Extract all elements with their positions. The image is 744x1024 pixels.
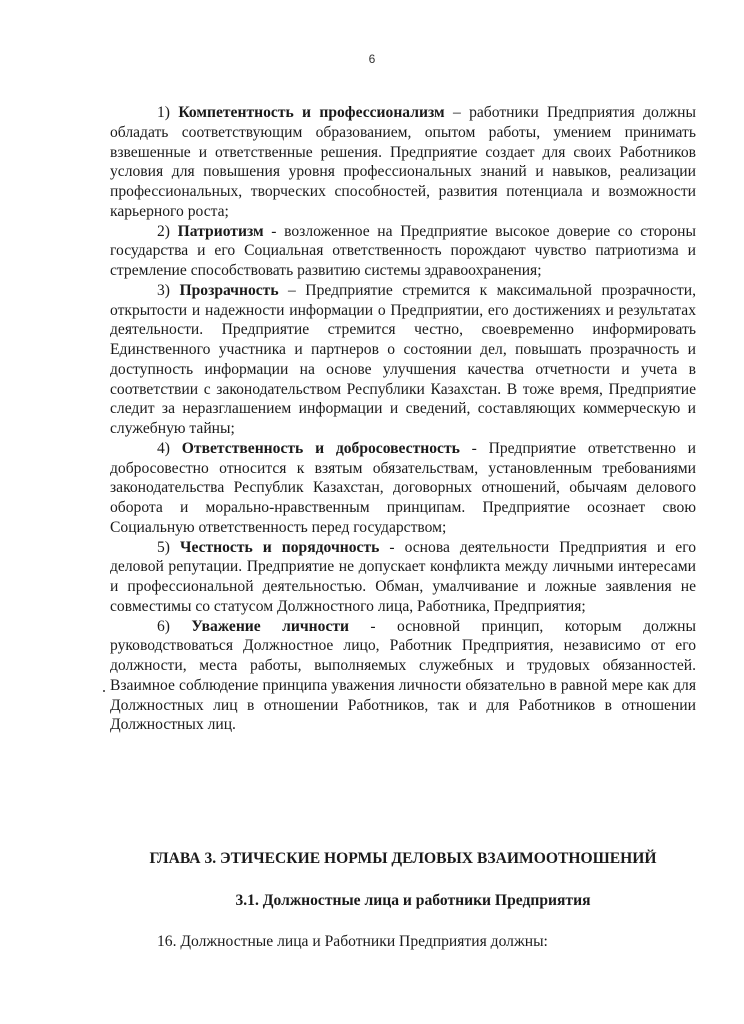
item-text: - Предприятие ответственно и добросовестно относится к взятым обязательствам, установленным требованиями законодательства Республик Казахстан, договорных отношений, обычаям делового оборота и морально-нравственным принципам. Предприятие осознает свою Социальную ответственность перед государством; [110, 439, 696, 536]
item-number: 6) [157, 617, 170, 635]
principle-item [110, 439, 696, 538]
section-title: 3.1. Должностные лица и работники Предприятия [235, 892, 591, 909]
item-term: Прозрачность [179, 281, 279, 299]
page-number: 6 [368, 52, 376, 66]
principle-item [110, 538, 696, 617]
principle-item [110, 617, 696, 736]
item-text: - возложенное на Предприятие высокое доверие со стороны государства и его Социальная ответственность порождают чувство патриотизма и стремление способствовать развитию системы здравоохранения; [110, 222, 696, 279]
item-number: 2) [157, 222, 170, 240]
item-text: - основной принцип, которым должны руководствоваться Должностное лицо, Работник Предприятия, независимо от его должности, места работы, выполняемых служебных и трудовых обязанностей. Взаимное соблюдение принципа уважения личности обязательно в равной мере как для Должностных лиц в отношении Работников, так и для Работников в отношении Должностных лиц. [110, 617, 696, 734]
chapter-title: ГЛАВА 3. ЭТИЧЕСКИЕ НОРМЫ ДЕЛОВЫХ ВЗАИМООТНОШЕНИЙ [149, 850, 657, 867]
principle-item [110, 222, 696, 281]
item-number: 5) [157, 538, 170, 556]
item-term: Компетентность и профессионализм [178, 104, 445, 121]
clause-16: 16. Должностные лица и Работники Предприятия должны: [157, 933, 548, 950]
principles-list [110, 103, 696, 735]
principle-item [110, 281, 696, 439]
scan-speck [103, 690, 105, 692]
item-number: 4) [157, 439, 170, 457]
item-text: – работники Предприятия должны обладать соответствующим образованием, опытом работы, умением принимать взвешенные и ответственные решения. Предприятие создает для своих Работников условия для повышения уровня профессиональных знаний и навыков, реализации профессиональных, творческих способностей, развития потенциала и возможности карьерного роста; [110, 104, 696, 220]
item-term: Патриотизм [177, 222, 264, 240]
item-text: - основа деятельности Предприятия и его деловой репутации. Предприятие не допускает конфликта между личными интересами и профессиональной деятельностью. Обман, умалчивание и ложные заявления не совместимы со статусом Должностного лица, Работника, Предприятия; [110, 538, 696, 615]
item-term: Ответственность и добросовестность [181, 439, 460, 457]
item-term: Честность и порядочность [180, 538, 380, 556]
item-number: 3) [157, 281, 170, 299]
item-text: – Предприятие стремится к максимальной прозрачности, открытости и надежности информации о Предприятии, его достижениях и результатах деятельности. Предприятие стремится честно, своевременно информировать Единственного участника и партнеров о состоянии дел, повышать прозрачность и доступность информации на основе улучшения качества отчетности и учета в соответствии с законодательством Республики Казахстан. В тоже время, Предприятие следит за неразглашением информации и сведений, составляющих коммерческую и служебную тайны; [110, 281, 696, 437]
item-term: Уважение личности [191, 617, 350, 635]
principle-item [110, 103, 696, 222]
item-number: 1) [157, 104, 170, 121]
